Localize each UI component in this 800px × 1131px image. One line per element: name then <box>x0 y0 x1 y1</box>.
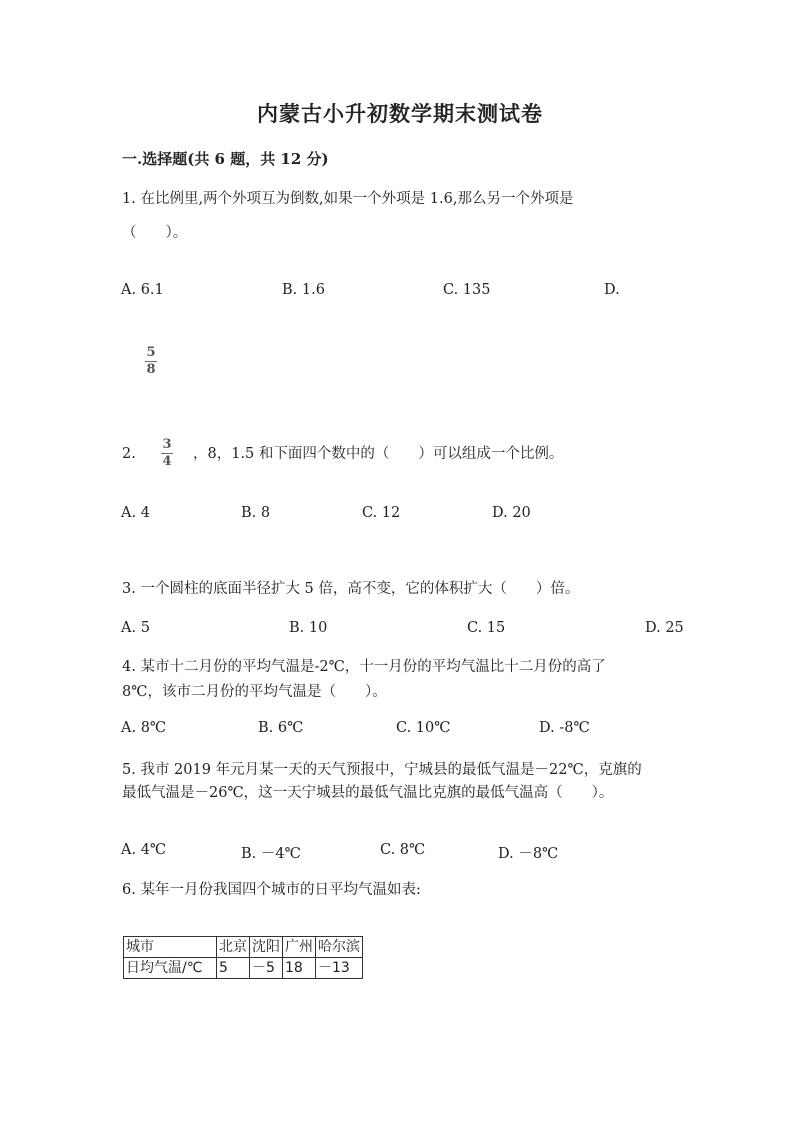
city-temperature-table <box>123 936 363 979</box>
fraction-denominator: 8 <box>146 362 156 377</box>
question-4-option-b: B. 6℃ <box>258 720 304 736</box>
table-cell: 北京 <box>217 937 250 958</box>
question-5-text-line1: 5. 我市 2019 年元月某一天的天气预报中，宁城县的最低气温是－22℃，克旗的 <box>122 762 642 778</box>
question-1-option-c: C. 135 <box>443 282 491 298</box>
section-heading: 一.选择题(共 6 题，共 12 分) <box>122 150 329 168</box>
question-2-text: ，8，1.5 和下面四个数中的（ ）可以组成一个比例。 <box>193 446 564 462</box>
question-5-text-line2: 最低气温是－26℃，这一天宁城县的最低气温比克旗的最低气温高（ ）。 <box>122 785 614 801</box>
question-6-text: 6. 某年一月份我国四个城市的日平均气温如表: <box>122 882 421 898</box>
question-1-option-d: D. <box>604 282 620 298</box>
question-3-option-c: C. 15 <box>467 620 506 636</box>
question-3-option-a: A. 5 <box>121 620 150 636</box>
question-5-option-a: A. 4℃ <box>121 842 167 858</box>
question-5-option-d: D. －8℃ <box>498 846 559 862</box>
table-cell: 哈尔滨 <box>316 937 363 958</box>
table-cell: 广州 <box>283 937 316 958</box>
fraction-numerator: 3 <box>162 437 172 452</box>
question-2-option-c: C. 12 <box>362 505 401 521</box>
fraction-denominator: 4 <box>162 454 172 469</box>
question-5-option-c: C. 8℃ <box>380 842 426 858</box>
table-cell: －13 <box>316 958 363 979</box>
question-1-option-b: B. 1.6 <box>282 282 325 298</box>
table-row <box>124 958 363 979</box>
table-cell: 沈阳 <box>250 937 283 958</box>
question-1-text-line2: （ ）。 <box>122 225 188 241</box>
question-4-text-line1: 4. 某市十二月份的平均气温是-2℃，十一月份的平均气温比十二月份的高了 <box>122 659 606 675</box>
question-4-option-d: D. -8℃ <box>539 720 590 736</box>
question-3-option-b: B. 10 <box>289 620 328 636</box>
page-title: 内蒙古小升初数学期末测试卷 <box>257 101 543 126</box>
question-4-text-line2: 8℃，该市二月份的平均气温是（ ）。 <box>122 684 387 700</box>
table-cell: 5 <box>217 958 250 979</box>
question-3-text: 3. 一个圆柱的底面半径扩大 5 倍，高不变，它的体积扩大（ ）倍。 <box>122 581 580 597</box>
question-2-option-b: B. 8 <box>241 505 271 521</box>
table-cell: 城市 <box>124 937 217 958</box>
question-5-option-b: B. －4℃ <box>241 846 301 862</box>
table-cell: 18 <box>283 958 316 979</box>
fraction-numerator: 5 <box>146 345 156 360</box>
table-cell: 日均气温/℃ <box>124 958 217 979</box>
question-2-fraction <box>161 438 173 469</box>
question-2-option-a: A. 4 <box>121 505 150 521</box>
question-1-text-line1: 1. 在比例里,两个外项互为倒数,如果一个外项是 1.6,那么另一个外项是 <box>122 191 574 207</box>
table-header-row <box>124 937 363 958</box>
question-4-option-a: A. 8℃ <box>121 720 167 736</box>
question-3-option-d: D. 25 <box>645 620 684 636</box>
question-2-option-d: D. 20 <box>492 505 531 521</box>
table-cell: －5 <box>250 958 283 979</box>
question-2-number: 2. <box>122 446 136 462</box>
question-4-option-c: C. 10℃ <box>396 720 451 736</box>
question-1-option-d-fraction <box>145 346 157 377</box>
question-1-option-a: A. 6.1 <box>121 282 164 298</box>
